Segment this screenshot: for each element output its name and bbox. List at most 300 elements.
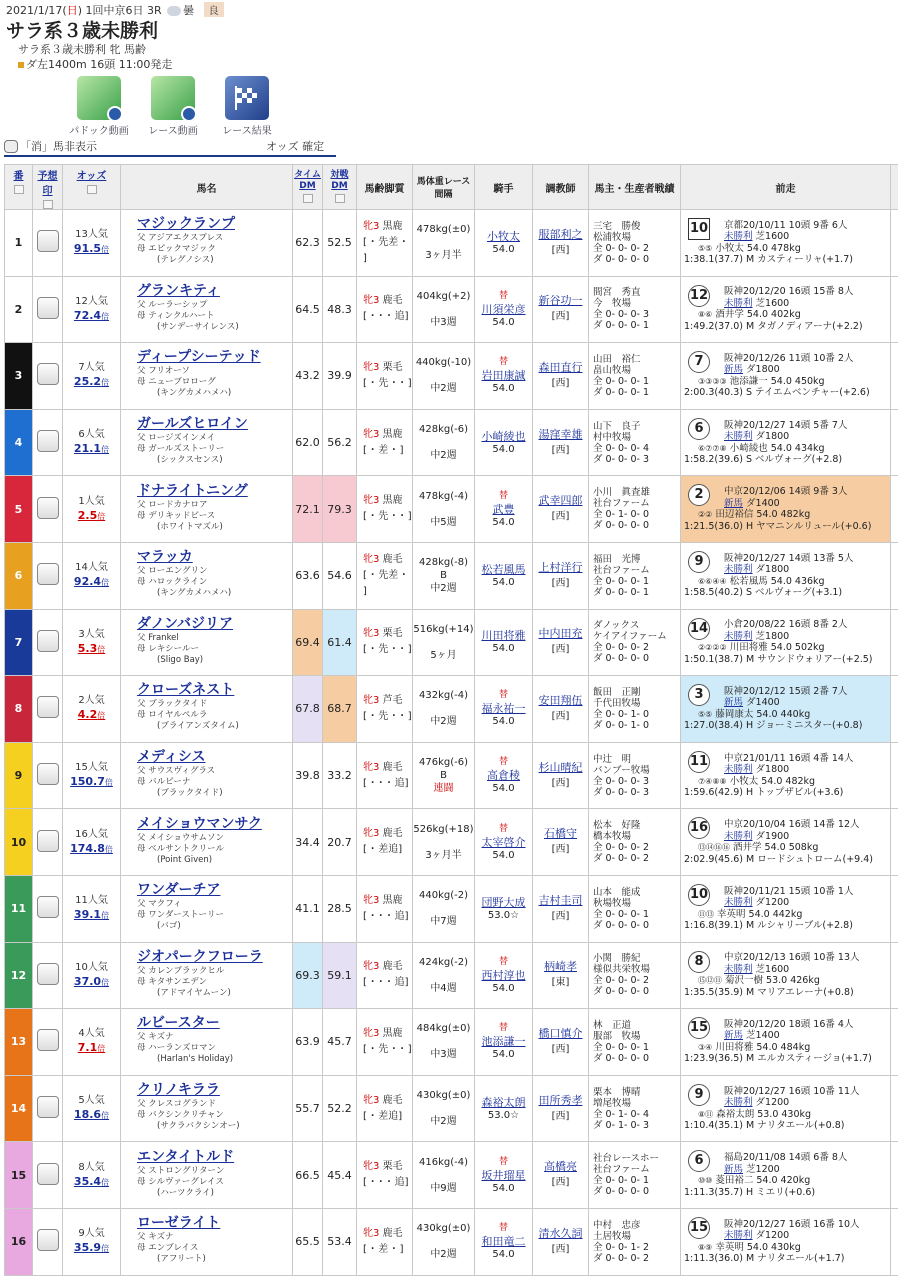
running-style: [ ･ 先 ･ ･ ] xyxy=(363,710,412,722)
record-all: 全 0- 0- 0- 3 xyxy=(593,775,650,787)
trainer-link[interactable]: 湯窪幸雄 xyxy=(538,427,583,441)
sire: 父 キズナ xyxy=(137,1232,174,1243)
odds-link[interactable]: 5.3倍 xyxy=(77,641,106,655)
prev-race-class-link[interactable]: 未勝利 xyxy=(724,897,753,909)
vs-dm: 52.2 xyxy=(323,1075,357,1142)
prev-race-class-link[interactable]: 未勝利 xyxy=(724,630,753,642)
odds-link[interactable]: 92.4倍 xyxy=(73,575,110,589)
odds-cell xyxy=(63,1142,121,1209)
record-dirt: ダ 0- 0- 0- 0 xyxy=(593,253,650,265)
trainer-link[interactable]: 吉村圭司 xyxy=(538,893,583,907)
mark-button[interactable] xyxy=(37,963,59,985)
vs-dm: 28.5 xyxy=(323,875,357,942)
trainer-link[interactable]: 橋口慎介 xyxy=(538,1026,583,1040)
mark-button[interactable] xyxy=(37,1163,59,1185)
odds-link[interactable]: 7.1倍 xyxy=(77,1041,106,1055)
prev-race-class-link[interactable]: 未勝利 xyxy=(724,231,753,243)
mark-button[interactable] xyxy=(37,696,59,718)
trainer-link[interactable]: 石橋守 xyxy=(544,827,577,841)
mark-button[interactable] xyxy=(37,497,59,519)
jockey-link[interactable]: 松若風馬 xyxy=(481,562,526,576)
odds-link[interactable]: 174.8倍 xyxy=(70,841,113,855)
mark-button[interactable] xyxy=(37,896,59,918)
race-interval: 中2週 xyxy=(430,383,457,395)
breeder: 様似共栄牧場 xyxy=(593,964,651,976)
previous-race: 15 阪神20/12/20 18頭 16番 4人 新馬 芝1400 ③④ 川田将雅 54.0 484kg 1:23.9(36.5) M エルカスティージョ(+1.7) xyxy=(681,1009,891,1076)
owner-cell xyxy=(589,409,681,476)
horse-name-link[interactable]: クローズネスト xyxy=(137,682,235,699)
sire: 父 ブラックタイド xyxy=(137,699,208,710)
jockey-weight: 54.0 xyxy=(492,516,515,528)
prediction-mark[interactable] xyxy=(33,1009,63,1076)
odds-link[interactable]: 39.1倍 xyxy=(73,908,110,922)
sort-icon[interactable] xyxy=(303,194,313,203)
prediction-mark[interactable] xyxy=(33,276,63,343)
weight-cell xyxy=(413,1208,475,1275)
popularity: 13人気 xyxy=(75,229,108,241)
corner-positions: ②②②② xyxy=(698,643,727,653)
weight-cell xyxy=(413,1009,475,1076)
weight-cell xyxy=(413,809,475,876)
odds-cell xyxy=(63,942,121,1009)
jockey-link[interactable]: 川田将雅 xyxy=(481,629,526,643)
prev-time: 1:27.0(38.4) H ジョーミニスター(+0.8) xyxy=(684,720,863,732)
prev-jockey: 川田将雅 54.0 502kg xyxy=(726,642,825,654)
jockey-cell xyxy=(475,875,533,942)
running-style: [ ･ 先 ･ ･ ] xyxy=(363,377,412,389)
odds-status: オッズ 確定 xyxy=(266,140,325,153)
odds-link[interactable]: 18.6倍 xyxy=(73,1108,110,1122)
broodmare-sire: (サンデーサイレンス) xyxy=(157,321,239,332)
horse-name-link[interactable]: マラッカ xyxy=(137,549,193,566)
finish-position: 14 xyxy=(688,618,710,640)
prev-time: 1:59.6(42.9) H トップザビル(+3.6) xyxy=(684,787,844,799)
extra-cell xyxy=(891,609,898,676)
jockey-link[interactable]: 小牧太 xyxy=(487,229,520,243)
extra-cell xyxy=(891,476,898,543)
finish-position: 16 xyxy=(688,817,710,839)
prediction-mark[interactable] xyxy=(33,742,63,809)
prev-jockey: 幸英明 54.0 430kg xyxy=(712,1241,801,1253)
mark-button[interactable] xyxy=(37,563,59,585)
odds-cell xyxy=(63,343,121,410)
trainer-cell xyxy=(533,409,589,476)
odds-cell xyxy=(63,210,121,277)
prev-jockey: 小牧太 54.0 482kg xyxy=(726,775,816,787)
prediction-mark[interactable] xyxy=(33,1142,63,1209)
prediction-mark[interactable] xyxy=(33,210,63,277)
body-weight: 428kg(-6) xyxy=(419,424,468,436)
prev-time: 1:11.3(35.7) H ミエリ(+0.6) xyxy=(684,1186,816,1198)
owner: 三宅 勝俊 xyxy=(593,220,641,232)
trainer-cell xyxy=(533,942,589,1009)
jockey-cell xyxy=(475,1208,533,1275)
running-style: [ ･ ･ ･ 追] xyxy=(363,777,409,789)
col-mark[interactable]: 予想印 xyxy=(33,165,63,210)
sire: 父 サウスヴィグラス xyxy=(137,766,216,777)
trainer-link[interactable]: 服部利之 xyxy=(538,227,583,241)
prev-race-class-link[interactable]: 未勝利 xyxy=(724,764,753,776)
broodmare-sire: (バゴ) xyxy=(157,921,181,932)
blinker: B xyxy=(440,570,447,582)
trainer-cell xyxy=(533,343,589,410)
previous-race: 10 阪神20/11/21 15頭 10番 1人 未勝利 ダ1200 ⑪⑬ 幸英明 54.0 442kg 1:16.8(39.1) M ルシャリーブル(+2.8) xyxy=(681,875,891,942)
horse-cell xyxy=(121,609,293,676)
mark-button[interactable] xyxy=(37,297,59,319)
jockey-cell xyxy=(475,809,533,876)
previous-race: 15 阪神20/12/27 16頭 16番 10人 未勝利 ダ1200 ⑧⑨ 幸英明 54.0 430kg 1:11.3(36.0) M ナリタエール(+1.7) xyxy=(681,1208,891,1275)
prediction-mark[interactable] xyxy=(33,676,63,743)
running-style: [ ･ 先 ･ ･ ] xyxy=(363,1043,412,1055)
prev-time: 1:38.1(37.7) M カスティーリャ(+1.7) xyxy=(684,254,853,266)
trainer-affiliation: [西] xyxy=(551,244,570,256)
jockey-weight: 54.0 xyxy=(492,576,515,588)
odds-link[interactable]: 4.2倍 xyxy=(77,708,106,722)
age-cell: 牝3 黒鹿 [ ･ ･ ･ 追] xyxy=(357,875,413,942)
horse-row xyxy=(5,1075,898,1142)
trainer-cell xyxy=(533,542,589,609)
extra-cell xyxy=(891,210,898,277)
jockey-link[interactable]: 和田竜二 xyxy=(481,1235,526,1249)
horse-name-link[interactable]: ドナライトニング xyxy=(137,482,248,499)
prediction-mark[interactable] xyxy=(33,409,63,476)
owner-cell xyxy=(589,609,681,676)
dam: 母 エンブレイス xyxy=(137,1243,199,1254)
jockey-link[interactable]: 池添謙一 xyxy=(481,1035,526,1049)
record-dirt: ダ 0- 0- 0- 2 xyxy=(593,853,650,865)
horse-number: 8 xyxy=(5,676,33,743)
weight-cell xyxy=(413,343,475,410)
hide-scratched-option[interactable]: 「消」馬非表示 xyxy=(4,138,97,154)
record-all: 全 0- 0- 1- 0 xyxy=(593,708,650,720)
horse-name-link[interactable]: ルビースター xyxy=(137,1015,220,1032)
sort-icon[interactable] xyxy=(14,185,24,194)
race-video-button[interactable]: レース動画 xyxy=(138,76,208,137)
odds-link[interactable]: 72.4倍 xyxy=(73,308,110,322)
odds-link[interactable]: 35.9倍 xyxy=(73,1241,110,1255)
prev-race-info: 京都20/10/11 10頭 9番 6人 xyxy=(724,219,848,231)
body-weight: 478kg(±0) xyxy=(416,224,471,236)
horse-name-link[interactable]: エンタイトルド xyxy=(137,1148,235,1165)
prev-time: 1:21.5(36.0) H ヤマニンルリュール(+0.6) xyxy=(684,520,872,532)
prev-race-class-link[interactable]: 未勝利 xyxy=(724,1230,753,1242)
odds-link[interactable]: 150.7倍 xyxy=(70,775,113,789)
prediction-mark[interactable] xyxy=(33,1208,63,1275)
jockey-link[interactable]: 高倉稜 xyxy=(487,769,520,783)
horse-row xyxy=(5,742,898,809)
paddock-video-button[interactable]: パドック動画 xyxy=(64,76,134,137)
record-all: 全 0- 0- 0- 1 xyxy=(593,908,650,920)
trainer-link[interactable]: 安田翔伍 xyxy=(538,693,583,707)
prev-race-info: 福島20/11/08 14頭 6番 8人 xyxy=(724,1152,848,1164)
jockey-link[interactable]: 太宰啓介 xyxy=(481,835,526,849)
horse-number: 11 xyxy=(5,875,33,942)
divider xyxy=(4,155,336,157)
extra-cell xyxy=(891,809,898,876)
jockey-link[interactable]: 坂井瑠星 xyxy=(481,1168,526,1182)
jockey-link[interactable]: 小崎綾也 xyxy=(481,429,526,443)
popularity: 6人気 xyxy=(78,429,105,441)
broodmare-sire: (テレグノシス) xyxy=(157,255,214,266)
record-dirt: ダ 0- 1- 0- 3 xyxy=(593,1119,650,1131)
jockey-weight: 54.0 xyxy=(492,1049,515,1061)
trainer-link[interactable]: 柄崎孝 xyxy=(544,960,577,974)
prev-time: 1:50.1(38.7) M サウンドウォリアー(+2.5) xyxy=(684,653,873,665)
broodmare-sire: (Sligo Bay) xyxy=(157,654,204,665)
mark-button[interactable] xyxy=(37,830,59,852)
prev-time: 1:11.3(36.0) M ナリタエール(+1.7) xyxy=(684,1253,845,1265)
popularity: 9人気 xyxy=(78,1228,105,1240)
prev-race-class-link[interactable]: 未勝利 xyxy=(724,830,753,842)
trainer-link[interactable]: 上村洋行 xyxy=(538,560,583,574)
running-style: [ ･ ･ ･ 追] xyxy=(363,910,409,922)
horse-number: 1 xyxy=(5,210,33,277)
trainer-affiliation: [西] xyxy=(551,910,570,922)
prev-jockey: 藤岡康太 54.0 440kg xyxy=(712,708,811,720)
jockey-weight: 54.0 xyxy=(492,849,515,861)
popularity: 11人気 xyxy=(75,895,108,907)
jockey-weight: 54.0 xyxy=(492,243,515,255)
race-interval: 中5週 xyxy=(430,516,457,528)
trainer-link[interactable]: 新谷功一 xyxy=(538,294,583,308)
owner-cell xyxy=(589,1142,681,1209)
col-time-dm[interactable]: タイムDM xyxy=(293,165,323,210)
jockey-link[interactable]: 森裕太朗 xyxy=(481,1095,526,1109)
prev-race-info: 中京20/10/04 16頭 14番 12人 xyxy=(724,819,860,831)
odds-cell xyxy=(63,809,121,876)
owner: 小川 眞査雄 xyxy=(593,487,651,499)
odds-link[interactable]: 91.5倍 xyxy=(73,242,110,256)
vs-dm: 33.2 xyxy=(323,742,357,809)
mark-button[interactable] xyxy=(37,1096,59,1118)
previous-race: 8 中京20/12/13 16頭 10番 13人 未勝利 芝1600 ⑮⑫⑪ 菊沢一樹 53.0 426kg 1:35.5(35.9) M マリアエレーナ(+0.8) xyxy=(681,942,891,1009)
col-vs-dm[interactable]: 対戦DM xyxy=(323,165,357,210)
trainer-link[interactable]: 中内田充 xyxy=(538,627,583,641)
dam: 母 キタサンエデン xyxy=(137,976,208,987)
prediction-mark[interactable] xyxy=(33,1075,63,1142)
jockey-cell xyxy=(475,276,533,343)
jockey-change: 替 xyxy=(498,690,508,701)
sire: 父 ロードカナロア xyxy=(137,499,208,510)
horse-number: 5 xyxy=(5,476,33,543)
popularity: 7人気 xyxy=(78,362,105,374)
horse-name-link[interactable]: マジックランプ xyxy=(137,216,235,233)
odds-link[interactable]: 2.5倍 xyxy=(77,508,106,522)
col-prev: 前走 xyxy=(681,165,891,210)
horse-name-link[interactable]: グランキティ xyxy=(137,282,220,299)
jockey-change: 替 xyxy=(498,1023,508,1034)
body-weight: 440kg(-2) xyxy=(419,890,468,902)
odds-link[interactable]: 35.4倍 xyxy=(73,1174,110,1188)
owner-cell xyxy=(589,343,681,410)
weight-cell xyxy=(413,609,475,676)
trainer-affiliation: [東] xyxy=(551,977,570,989)
prev-race-class-link[interactable]: 新馬 xyxy=(724,1163,744,1175)
trainer-affiliation: [西] xyxy=(551,644,570,656)
horse-name-link[interactable]: ワンダーチア xyxy=(137,882,221,899)
col-extra xyxy=(891,165,898,210)
extra-cell xyxy=(891,742,898,809)
dam: 母 レキシールー xyxy=(137,643,199,654)
mark-button[interactable] xyxy=(37,230,59,252)
prediction-mark[interactable] xyxy=(33,343,63,410)
odds-link[interactable]: 37.0倍 xyxy=(73,974,110,988)
prev-jockey: 小崎綾也 54.0 434kg xyxy=(726,442,825,454)
horse-number: 7 xyxy=(5,609,33,676)
horse-cell xyxy=(121,1009,293,1076)
horse-name-link[interactable]: メディシス xyxy=(137,749,206,766)
jockey-link[interactable]: 川須栄彦 xyxy=(481,302,526,316)
record-dirt: ダ 0- 0- 0- 0 xyxy=(593,1186,650,1198)
trainer-cell xyxy=(533,609,589,676)
time-dm: 62.3 xyxy=(293,210,323,277)
popularity: 15人気 xyxy=(75,762,108,774)
jockey-link[interactable]: 福永祐一 xyxy=(481,702,526,716)
prev-race-class-link[interactable]: 新馬 xyxy=(724,1030,744,1042)
sort-icon[interactable] xyxy=(335,194,345,203)
prev-time: 2:00.3(40.3) S テイエムベンチャー(+2.6) xyxy=(684,387,870,399)
sire: 父 フリオーソ xyxy=(137,366,190,377)
horse-name-link[interactable]: メイショウマンサク xyxy=(137,815,262,832)
owner: 林 正道 xyxy=(593,1019,632,1031)
col-num[interactable]: 番 xyxy=(5,165,33,210)
jockey-weight: 54.0 xyxy=(492,383,515,395)
horse-name-link[interactable]: クリノキララ xyxy=(137,1082,220,1099)
sire: 父 マクフィ xyxy=(137,899,182,910)
trainer-link[interactable]: 清水久詞 xyxy=(538,1226,583,1240)
finish-position: 8 xyxy=(688,951,710,973)
jockey-cell xyxy=(475,210,533,277)
record-all: 全 0- 0- 0- 1 xyxy=(593,1175,650,1187)
owner: 栗本 博晴 xyxy=(593,1086,641,1098)
jockey-cell xyxy=(475,676,533,743)
hide-scratched-checkbox[interactable] xyxy=(4,140,18,153)
mark-button[interactable] xyxy=(37,763,59,785)
time-dm: 69.3 xyxy=(293,942,323,1009)
jockey-cell xyxy=(475,1142,533,1209)
jockey-link[interactable]: 岩田康誠 xyxy=(481,369,526,383)
horse-row xyxy=(5,210,898,277)
record-dirt: ダ 0- 0- 0- 3 xyxy=(593,786,650,798)
prev-race-class-link[interactable]: 新馬 xyxy=(724,497,744,509)
prediction-mark[interactable] xyxy=(33,875,63,942)
owner-cell xyxy=(589,742,681,809)
running-style: [ ･ 先差 ･ ] xyxy=(363,236,407,264)
dam: 母 ベルサントクリール xyxy=(137,843,224,854)
prediction-mark[interactable] xyxy=(33,809,63,876)
record-all: 全 0- 0- 1- 2 xyxy=(593,1241,650,1253)
col-jockey: 騎手 xyxy=(475,165,533,210)
prev-race-class-link[interactable]: 未勝利 xyxy=(724,564,753,576)
age-cell: 牝3 栗毛 [ ･ ･ ･ 追] xyxy=(357,1142,413,1209)
prev-race-info: 阪神20/12/26 11頭 10番 2人 xyxy=(724,352,854,364)
corner-positions: ⑪⑬ xyxy=(698,909,714,919)
horse-number: 4 xyxy=(5,409,33,476)
odds-link[interactable]: 21.1倍 xyxy=(73,442,110,456)
vs-dm: 45.4 xyxy=(323,1142,357,1209)
prev-race-class-link[interactable]: 未勝利 xyxy=(724,1097,753,1109)
time-dm: 34.4 xyxy=(293,809,323,876)
weight-cell xyxy=(413,742,475,809)
popularity: 4人気 xyxy=(78,1028,105,1040)
mark-button[interactable] xyxy=(37,1229,59,1251)
prev-race-class-link[interactable]: 未勝利 xyxy=(724,963,753,975)
odds-link[interactable]: 25.2倍 xyxy=(73,375,110,389)
horse-cell xyxy=(121,409,293,476)
jockey-weight: 54.0 xyxy=(492,1249,515,1261)
horse-row xyxy=(5,942,898,1009)
prev-jockey: 幸英明 54.0 442kg xyxy=(714,908,803,920)
horse-row xyxy=(5,1142,898,1209)
race-result-button[interactable]: レース結果 xyxy=(212,76,282,137)
mark-button[interactable] xyxy=(37,430,59,452)
prev-time: 1:58.2(39.6) S ベルヴォーグ(+2.8) xyxy=(684,454,843,466)
owner: ダノックス xyxy=(593,620,640,632)
horse-name-link[interactable]: ダノンバジリア xyxy=(137,615,234,632)
extra-cell xyxy=(891,409,898,476)
owner: 中村 忠彦 xyxy=(593,1219,641,1231)
horse-name-link[interactable]: ローゼライト xyxy=(137,1215,221,1232)
horse-name-link[interactable]: ジオパークフローラ xyxy=(137,948,263,965)
jockey-link[interactable]: 団野大成 xyxy=(481,895,526,909)
jockey-weight: 54.0 xyxy=(492,982,515,994)
race-interval: 3ヶ月半 xyxy=(425,250,462,262)
prediction-mark[interactable] xyxy=(33,542,63,609)
mark-button[interactable] xyxy=(37,630,59,652)
prediction-mark[interactable] xyxy=(33,942,63,1009)
jockey-link[interactable]: 西村淳也 xyxy=(481,968,526,982)
odds-cell xyxy=(63,476,121,543)
prev-race-class-link[interactable]: 新馬 xyxy=(724,364,744,376)
horse-number: 3 xyxy=(5,343,33,410)
race-interval: 連闘 xyxy=(433,783,454,795)
mark-button[interactable] xyxy=(37,1029,59,1051)
prev-race-class-link[interactable]: 未勝利 xyxy=(724,297,753,309)
record-dirt: ダ 0- 0- 0- 1 xyxy=(593,386,650,398)
finish-position: 15 xyxy=(688,1217,710,1239)
vs-dm: 53.4 xyxy=(323,1208,357,1275)
horse-name-link[interactable]: ガールズヒロイン xyxy=(137,416,248,433)
jockey-link[interactable]: 武豊 xyxy=(492,502,515,516)
prediction-mark[interactable] xyxy=(33,476,63,543)
race-interval: 中2週 xyxy=(430,716,457,728)
time-dm: 72.1 xyxy=(293,476,323,543)
running-style: [ ･ 差 ･ ] xyxy=(363,1243,404,1255)
body-weight: 432kg(-4) xyxy=(419,690,468,702)
trainer-link[interactable]: 森田直行 xyxy=(538,360,583,374)
trainer-link[interactable]: 武幸四郎 xyxy=(538,494,583,508)
prev-race-class-link[interactable]: 未勝利 xyxy=(724,431,753,443)
breeder: バンブー牧場 xyxy=(593,764,650,776)
owner-cell xyxy=(589,476,681,543)
weight-cell xyxy=(413,942,475,1009)
prev-race-class-link[interactable]: 新馬 xyxy=(724,697,744,709)
race-interval: 中2週 xyxy=(430,1249,457,1261)
broodmare-sire: (Harlan's Holiday) xyxy=(157,1054,234,1065)
sort-icon[interactable] xyxy=(43,200,53,209)
col-odds[interactable]: オッズ xyxy=(63,165,121,210)
jockey-cell xyxy=(475,942,533,1009)
trainer-link[interactable]: 高橋亮 xyxy=(544,1160,577,1174)
jockey-cell xyxy=(475,1075,533,1142)
prediction-mark[interactable] xyxy=(33,609,63,676)
weight-cell xyxy=(413,1075,475,1142)
horse-name-link[interactable]: ディープシーテッド xyxy=(137,349,261,366)
mark-button[interactable] xyxy=(37,363,59,385)
trainer-link[interactable]: 田所秀孝 xyxy=(538,1093,583,1107)
sort-icon[interactable] xyxy=(87,185,97,194)
trainer-link[interactable]: 杉山晴紀 xyxy=(538,760,583,774)
